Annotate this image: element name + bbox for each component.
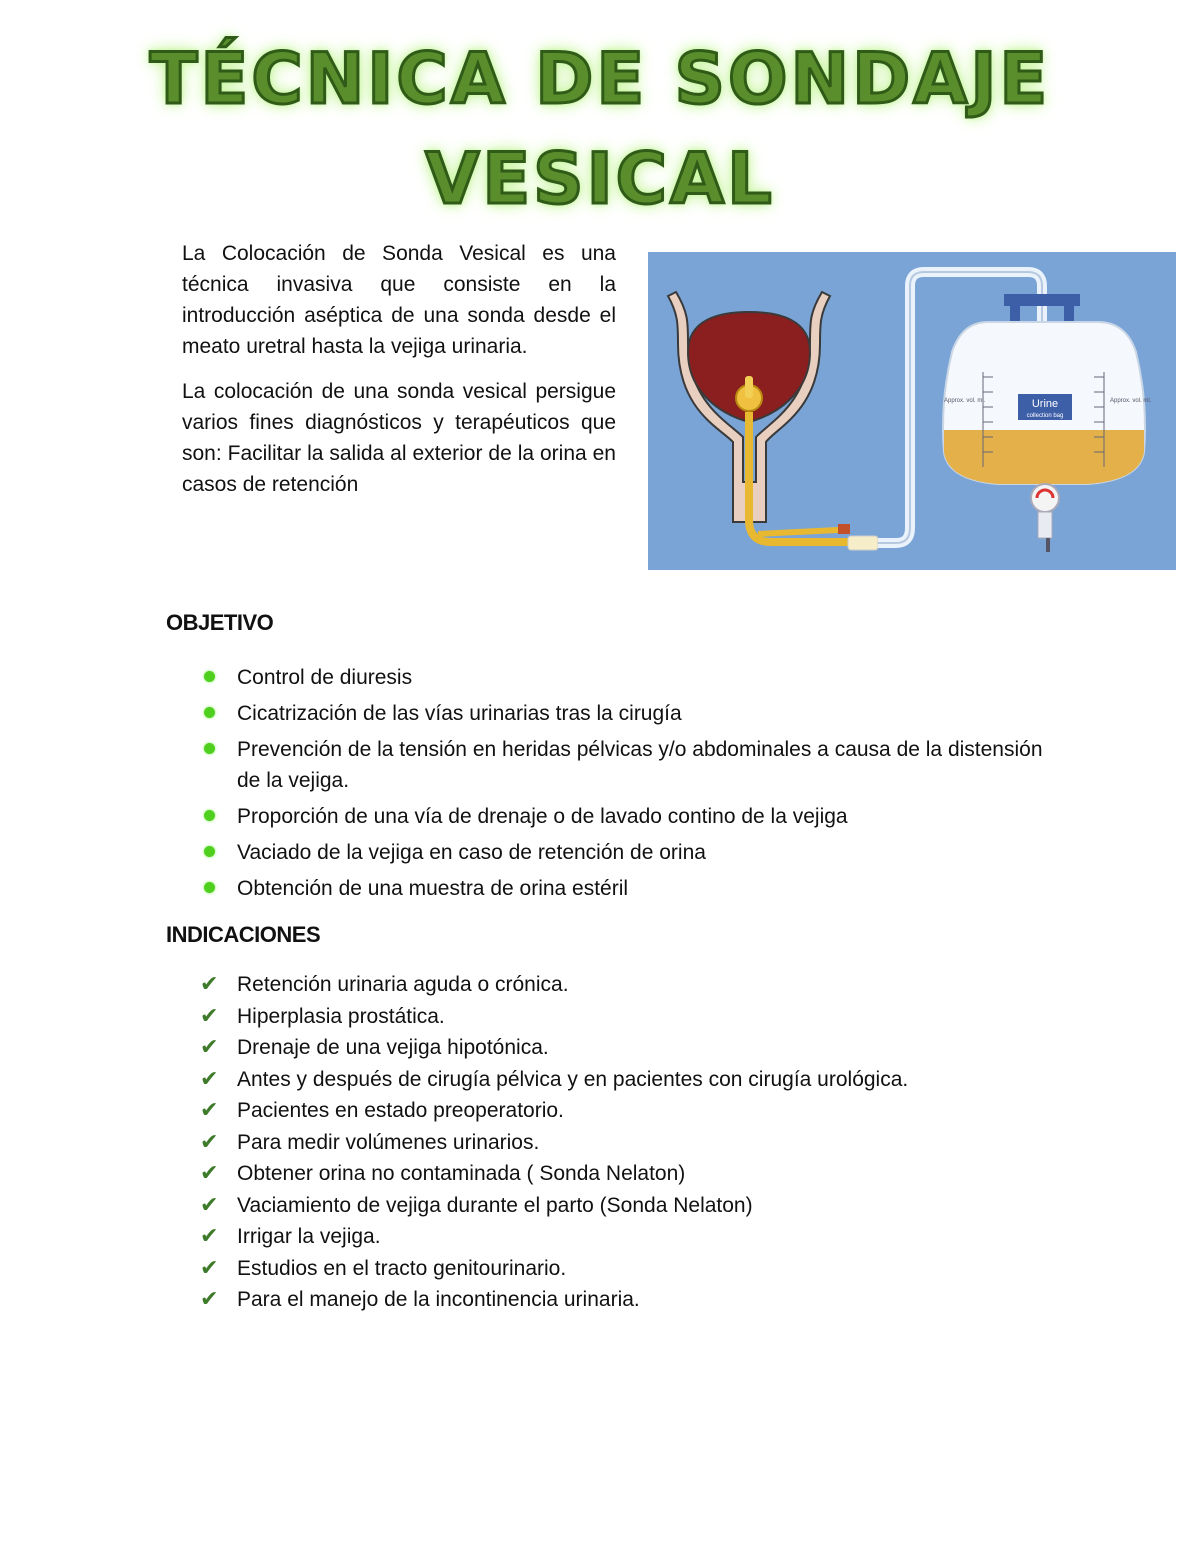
bullet-icon [204, 810, 215, 821]
checkmark-icon: ✔ [200, 1287, 219, 1312]
title-line-2: VESICAL [425, 138, 775, 220]
list-item [200, 1253, 1050, 1285]
drain-valve [1031, 484, 1059, 512]
list-item-text: Antes y después de cirugía pélvica y en pacientes con cirugía urológica. [237, 1067, 909, 1091]
intro-text [182, 238, 616, 514]
checkmark-icon: ✔ [200, 1224, 219, 1249]
list-item-text: Control de diuresis [237, 666, 413, 689]
catheter-tip [745, 376, 753, 398]
checkmark-icon: ✔ [200, 1066, 219, 1092]
catheter-illustration [648, 252, 1176, 570]
list-item-text: Prevención de la tensión en heridas pélvicas y/o abdominales a causa de la distensión de la vejiga. [237, 738, 1043, 792]
checkmark-icon: ✔ [200, 1098, 219, 1123]
list-item [200, 662, 1050, 693]
list-item [200, 837, 1050, 868]
checkmark-icon: ✔ [200, 1255, 219, 1281]
list-item [200, 1001, 1050, 1033]
list-item [200, 1190, 1050, 1222]
indicaciones-heading: INDICACIONES [166, 922, 321, 947]
list-item [200, 1284, 1050, 1316]
title-line-1: TÉCNICA DE SONDAJE [149, 38, 1051, 120]
list-item [200, 801, 1050, 832]
catheter-connector [838, 524, 850, 534]
bullet-icon [204, 707, 215, 718]
list-item-text: Irrigar la vejiga. [237, 1225, 381, 1248]
list-item-text: Retención urinaria aguda o crónica. [237, 973, 569, 996]
list-item-text: Pacientes en estado preoperatorio. [237, 1099, 564, 1122]
indicaciones-list [200, 969, 1050, 1316]
checkmark-icon: ✔ [200, 1035, 219, 1060]
list-item [200, 1032, 1050, 1064]
bullet-icon [204, 671, 215, 682]
list-item-text: Hiperplasia prostática. [237, 1004, 445, 1028]
catheter-svg [648, 252, 1176, 570]
list-item [200, 1064, 1050, 1096]
list-item-text: Para el manejo de la incontinencia urinaria. [237, 1288, 640, 1311]
list-item-text: Vaciado de la vejiga en caso de retención de orina [237, 841, 706, 864]
list-item-text: Obtener orina no contaminada ( Sonda Nelaton) [237, 1162, 686, 1185]
list-item [200, 734, 1050, 796]
intro-paragraph-2: La colocación de una sonda vesical persigue varios fines diagnósticos y terapéuticos que son: Facilitar la salida al exterior de la orina en casos de retención [182, 380, 616, 496]
checkmark-icon: ✔ [200, 1129, 219, 1155]
list-item [200, 873, 1050, 904]
checkmark-icon: ✔ [200, 1003, 219, 1029]
scale-label-right: Approx. vol. ml. [1110, 398, 1152, 404]
checkmark-icon: ✔ [200, 1161, 219, 1186]
list-item-text: Vaciamiento de vejiga durante el parto (Sonda Nelaton) [237, 1193, 753, 1217]
list-item [200, 969, 1050, 1001]
tube-connector [848, 536, 878, 550]
objetivo-heading: OBJETIVO [166, 610, 274, 635]
list-item [200, 698, 1050, 729]
list-item-text: Estudios en el tracto genitourinario. [237, 1256, 567, 1280]
list-item-text: Cicatrización de las vías urinarias tras la cirugía [237, 702, 682, 725]
list-item-text: Drenaje de una vejiga hipotónica. [237, 1036, 549, 1059]
intro-paragraph-1: La Colocación de Sonda Vesical es una técnica invasiva que consiste en la introducción aséptica de una sonda desde el meato uretral hasta la vejiga urinaria. [182, 242, 616, 358]
bullet-icon [204, 743, 215, 754]
list-item-text: Proporción de una vía de drenaje o de lavado contino de la vejiga [237, 805, 848, 828]
list-item-text: Para medir volúmenes urinarios. [237, 1130, 540, 1154]
bag-label: Urine [1031, 398, 1059, 410]
bag-sublabel: collection bag [1026, 413, 1064, 419]
checkmark-icon: ✔ [200, 1192, 219, 1218]
list-item [200, 1095, 1050, 1127]
checkmark-icon: ✔ [200, 972, 219, 997]
list-item [200, 1158, 1050, 1190]
scale-label-left: Approx. vol. ml. [944, 398, 986, 404]
list-item-text: Obtención de una muestra de orina estéril [237, 877, 629, 900]
catheter-side-port [758, 530, 838, 534]
objetivo-list [200, 662, 1050, 909]
bullet-icon [204, 846, 215, 857]
list-item [200, 1221, 1050, 1253]
bullet-icon [204, 882, 215, 893]
list-item [200, 1127, 1050, 1159]
